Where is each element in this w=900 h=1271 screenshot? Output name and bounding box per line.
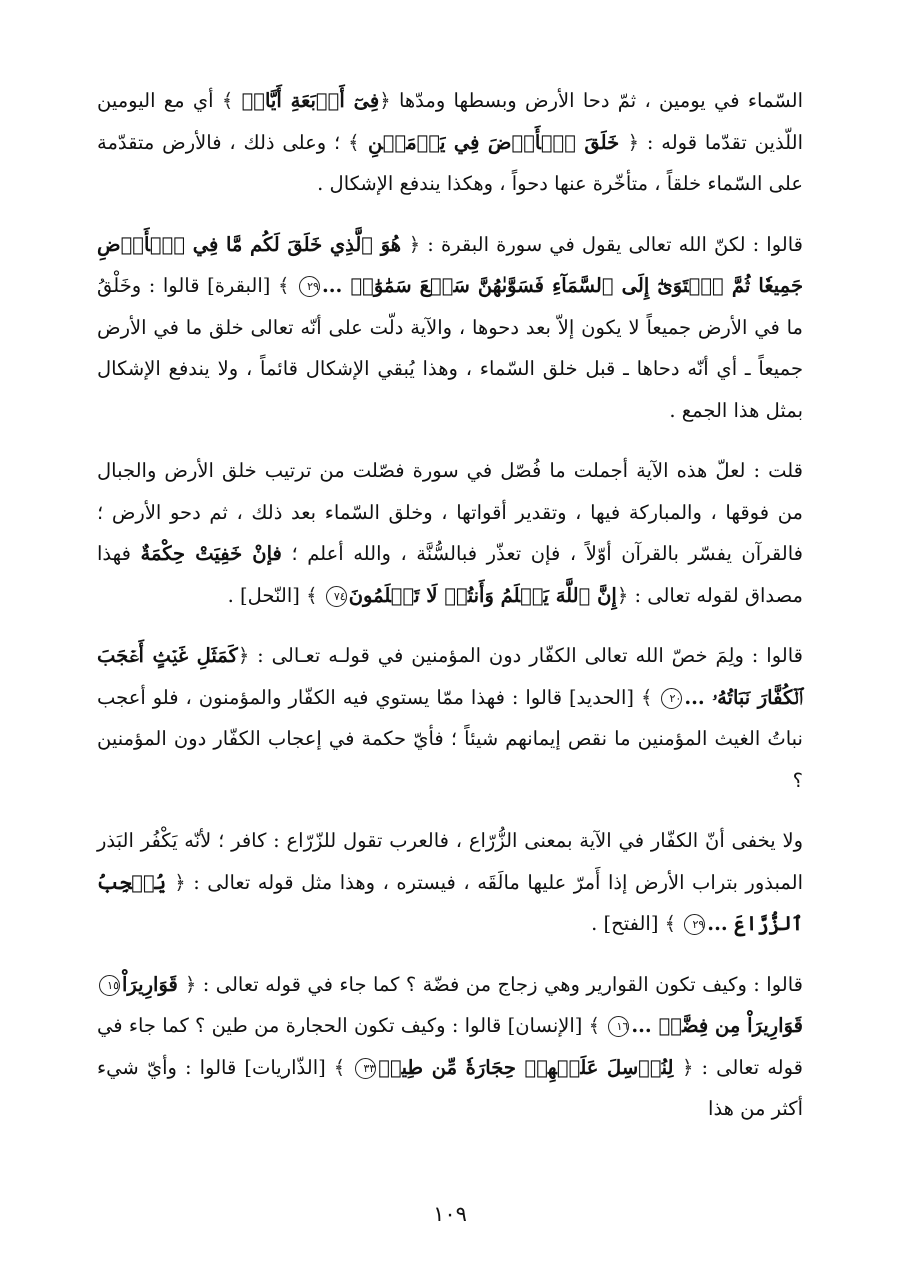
text-run: قلت : لعلّ هذه الآية أجملت ما فُصّل في سورة فصّلت من ترتيب خلق الأرض والجبال من فوقها ، والمباركة فيها ، وتقدير أقواتها ، وخلق السّماء بعد ذلك ، ثم دحو الأرض ؛ فالقرآن يفسّر بالقرآن أوّلاً ، فإن تعذّر فبالسُّنَّة ، والله أعلم ؛: [97, 459, 803, 565]
text-run: [الذّاريات] قالوا : وأيّ شيء أكثر من هذا: [97, 1055, 803, 1120]
verse-bracket: ﴿: [408, 232, 421, 256]
ayah-number: ٢٩: [684, 914, 705, 935]
text-run: [البقرة] قالوا : وخَلْقُ ما في الأرض جميعاً لا يكون إلاّ بعد دحوها ، والآية دلّت على أنّه تعالى خلق ما في الأرض جميعاً ـ أي أنّه دحاها ـ قبل خلق السّماء ، وهذا يُبقي الإشكال قائماً ، ولا يندفع الإشكال بمثل هذا الجمع .: [97, 274, 803, 422]
text-run: ولا يخفى أنّ الكفّار في الآية بمعنى الزُّرّاع ، فالعرب تقول للزّرّاع : كافر ؛ لأنّه يَكْفُر البَذر المبذور بتراب الأرض إذا أَمرّ عليها مالَقَه ، فيستره ، وهذا مثل قوله تعالى :: [97, 829, 803, 894]
verse-bracket: ﴾: [306, 583, 324, 607]
text-run: قالوا : وكيف تكون القوارير وهي زجاج من فضّة ؟ كما جاء في قوله تعالى :: [196, 972, 803, 996]
text-run: قالوا : ولِمَ خصّ الله تعالى الكفّار دون المؤمنين في قولـه تعـالى :: [249, 644, 804, 667]
ayah-number: ١٥: [99, 975, 120, 996]
ayah-number: ٢٠: [661, 688, 682, 709]
paragraph: [97, 820, 803, 945]
verse-bracket: ﴿: [682, 1055, 694, 1079]
verse-bracket: ﴾: [640, 685, 660, 709]
ayah-number: ٧٤: [326, 586, 347, 607]
paragraph: [97, 964, 803, 1130]
text-run: [الفتح] .: [591, 912, 665, 935]
quran-verse: لِنُرۡسِلَ عَلَيۡهِمۡ حِجَارَةٗ مِّن طِينٖ: [378, 1055, 683, 1079]
ayah-number: ١٦: [608, 1016, 629, 1037]
text-run: [الحديد] قالوا : فهذا ممّا يستوي فيه الكفّار والمؤمنون ، فلو أعجب نباتُ الغيث المؤمنين ما نقص إيمانهم شيئاً ؛ فأيّ حكمة في إعجاب الكفّار دون المؤمنين ؟: [97, 685, 803, 792]
verse-bracket: ﴾: [348, 130, 360, 154]
text-run: السّماء في يومين ، ثمّ دحا الأرض وبسطها ومدّها: [390, 89, 804, 112]
verse-bracket: ﴾: [277, 274, 297, 297]
paragraph: [97, 224, 803, 432]
quran-verse: فِىٓ أَرۡبَعَةِ أَيَّامٖ: [241, 89, 380, 112]
verse-bracket: ﴾: [333, 1055, 354, 1079]
text-run: أي مع اليومين اللّذين تقدّما قوله :: [97, 89, 804, 154]
paragraph: [97, 80, 803, 205]
quran-verse: قَوَارِيرَاْ: [122, 972, 185, 996]
quran-verse: قَوَارِيرَاْ مِن فِضَّةٖ ...: [631, 1014, 803, 1037]
quran-verse: إِنَّ ٱللَّهَ يَعۡلَمُ وَأَنتُمۡ لَا تَعۡلَمُونَ: [348, 583, 617, 607]
text-run: [الإنسان] قالوا : وكيف تكون الحجارة من طين ؟ كما جاء في قوله تعالى :: [97, 1014, 803, 1079]
verse-bracket: ﴾: [588, 1014, 607, 1037]
quran-verse: يُعۡجِبُ ٱلزُّرَّاعَ ...: [97, 870, 803, 935]
text-run: فهذا مصداق لقوله تعالى :: [97, 542, 803, 607]
verse-bracket: ﴿: [237, 644, 250, 667]
quran-verse: خَلَقَ ٱلۡأَرۡضَ فِي يَوۡمَيۡنِ: [359, 130, 628, 154]
verse-bracket: ﴿: [627, 130, 640, 154]
ayah-number: ٢٩: [299, 276, 320, 297]
text-run: [النّحل] .: [227, 583, 307, 607]
verse-bracket: ﴾: [664, 912, 683, 935]
quran-verse: كَمَثَلِ غَيۡثٍ أَعۡجَبَ ٱلۡكُفَّارَ نَبَاتُهُۥ ...: [97, 644, 804, 709]
verse-bracket: ﴿: [184, 972, 197, 996]
verse-bracket: ﴿: [174, 870, 186, 894]
quran-verse: هُوَ ٱلَّذِي خَلَقَ لَكُم مَّا فِي ٱلۡأَرۡضِ جَمِيعٗا ثُمَّ ٱسۡتَوَىٰٓ إِلَى ٱلسَّمَآءِ فَسَوَّىٰهُنَّ سَبۡعَ سَمَٰوَٰتٖ ...: [97, 232, 803, 297]
text-run: ؛ وعلى ذلك ، فالأرض متقدّمة على السّماء خلقاً ، متأخّرة عنها دحواً ، وهكذا يندفع الإشكال .: [97, 130, 803, 195]
paragraph: [97, 635, 803, 801]
paragraph: [97, 450, 803, 616]
page-number: ١٠٩: [433, 1202, 467, 1226]
verse-bracket: ﴿: [379, 89, 391, 112]
quran-verse: فإنْ خَفِيَتْ حِكْمَةٌ: [140, 542, 282, 565]
text-run: قالوا : لكنّ الله تعالى يقول في سورة البقرة :: [420, 232, 804, 256]
ayah-number: ٣٣: [355, 1058, 376, 1079]
body-text: [97, 80, 803, 1130]
verse-bracket: ﴿: [616, 583, 629, 607]
verse-bracket: ﴾: [221, 89, 242, 112]
